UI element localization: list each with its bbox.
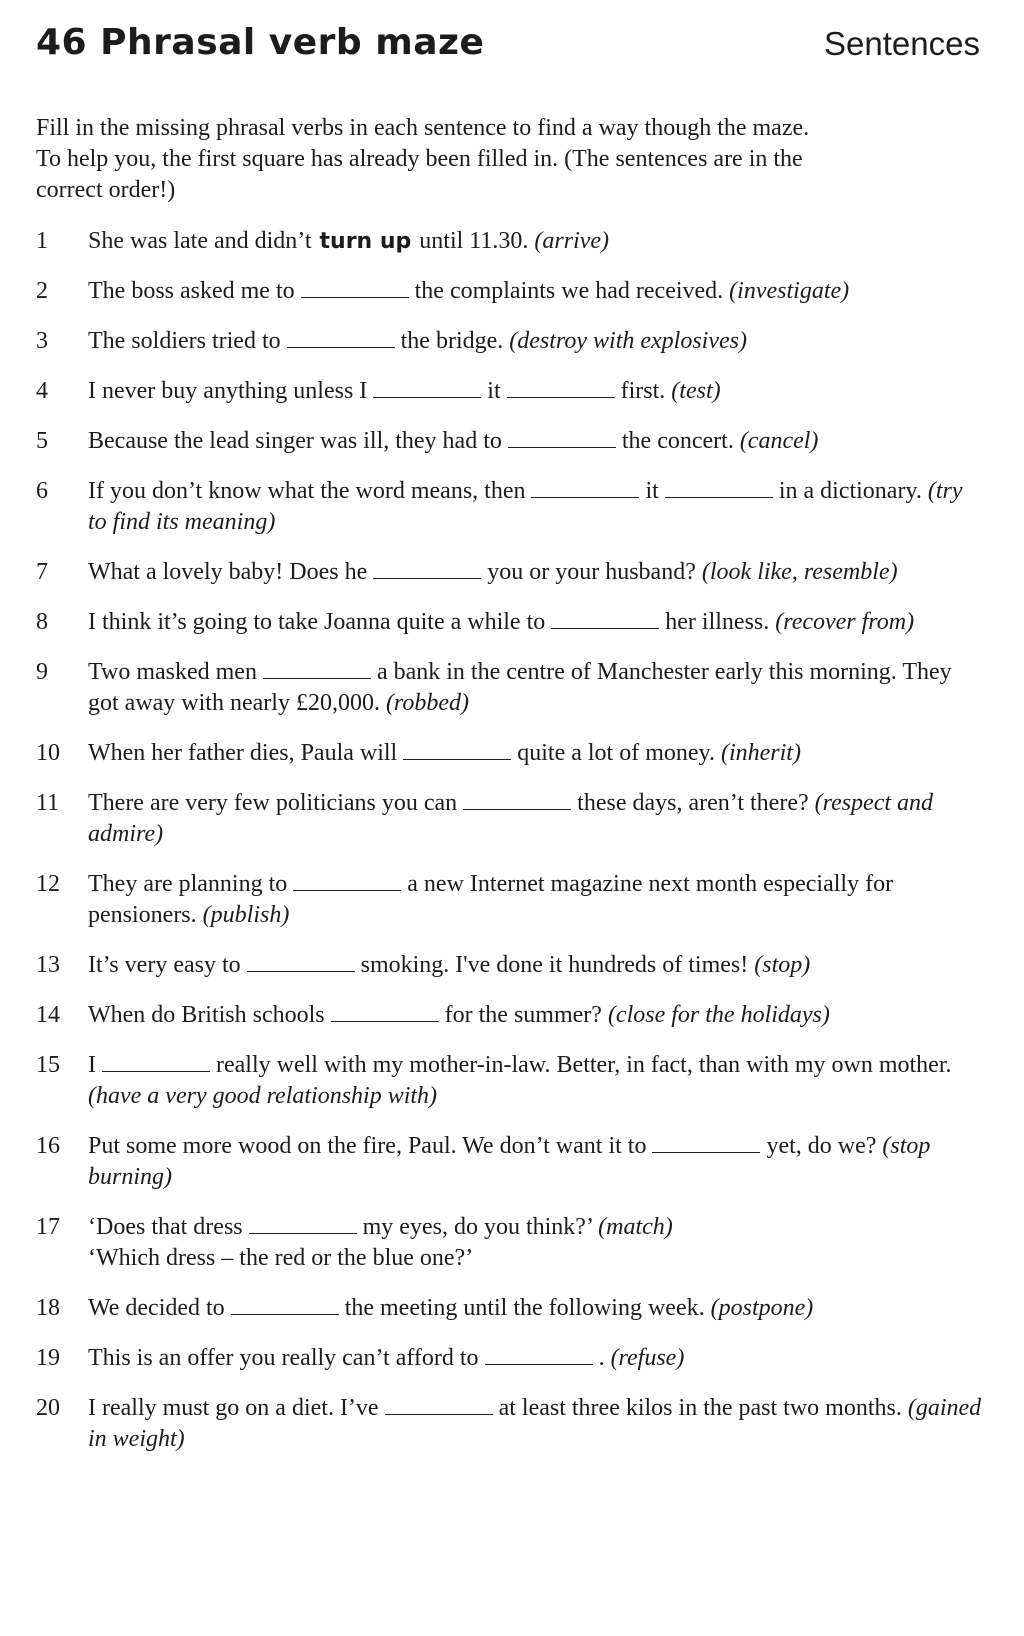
item-number: 8 bbox=[36, 609, 48, 635]
item-number: 15 bbox=[36, 1052, 60, 1078]
exercise-item bbox=[36, 869, 986, 931]
sentence-segment: I think it’s going to take Joanna quite a while to bbox=[88, 609, 546, 635]
item-hint: (stop burning) bbox=[88, 1133, 931, 1190]
sentence-segment: her illness. bbox=[665, 609, 770, 635]
exercise-item bbox=[36, 557, 986, 588]
item-text bbox=[88, 328, 747, 354]
exercise-item bbox=[36, 607, 986, 638]
item-number: 11 bbox=[36, 790, 60, 816]
item-number: 17 bbox=[36, 1214, 60, 1240]
instruction-line: correct order!) bbox=[36, 177, 176, 203]
answer-blank[interactable] bbox=[249, 1213, 357, 1234]
item-text bbox=[88, 1395, 981, 1452]
exercise-item bbox=[36, 326, 986, 357]
item-number: 12 bbox=[36, 871, 60, 897]
exercise-item bbox=[36, 426, 986, 457]
sentence-segment: for the summer? bbox=[444, 1002, 602, 1028]
item-number: 7 bbox=[36, 559, 48, 585]
item-text bbox=[88, 1002, 830, 1028]
sentence-segment: my eyes, do you think?’ bbox=[362, 1214, 593, 1240]
item-number: 16 bbox=[36, 1133, 60, 1159]
item-hint: (match) bbox=[598, 1214, 673, 1240]
item-hint: (arrive) bbox=[534, 228, 610, 254]
item-hint: (close for the holidays) bbox=[607, 1002, 830, 1028]
item-hint: (recover from) bbox=[775, 609, 915, 635]
item-hint: (try to find its meaning) bbox=[88, 478, 963, 535]
item-text bbox=[88, 609, 914, 635]
sentence-segment: The boss asked me to bbox=[88, 278, 295, 304]
item-number: 14 bbox=[36, 1002, 60, 1028]
item-number: 1 bbox=[36, 228, 48, 254]
sentence-segment: What a lovely baby! Does he bbox=[88, 559, 368, 585]
answer-blank[interactable] bbox=[531, 477, 639, 498]
exercise-list bbox=[36, 226, 986, 1474]
sentence-segment: until 11.30. bbox=[419, 228, 529, 254]
page-title: 46 Phrasal verb maze bbox=[36, 22, 485, 63]
item-hint: (destroy with explosives) bbox=[509, 328, 747, 354]
answer-blank[interactable] bbox=[463, 789, 571, 810]
exercise-item bbox=[36, 1050, 986, 1112]
answer-blank[interactable] bbox=[373, 377, 481, 398]
sentence-segment: it bbox=[645, 478, 659, 504]
answer-blank[interactable] bbox=[652, 1132, 760, 1153]
item-text bbox=[88, 559, 898, 585]
answer-blank[interactable] bbox=[301, 277, 409, 298]
item-number: 19 bbox=[36, 1345, 60, 1371]
exercise-item bbox=[36, 1212, 986, 1274]
item-text bbox=[88, 228, 609, 254]
sentence-segment: Because the lead singer was ill, they had to bbox=[88, 428, 502, 454]
instruction-line: To help you, the first square has already been filled in. (The sentences are in the bbox=[36, 146, 803, 172]
answer-blank[interactable] bbox=[247, 951, 355, 972]
sentence-segment: a new Internet magazine next month especially for pensioners. bbox=[88, 871, 894, 928]
exercise-item bbox=[36, 1131, 986, 1193]
sentence-segment: you or your husband? bbox=[487, 559, 696, 585]
sentence-segment: in a dictionary. bbox=[778, 478, 922, 504]
exercise-item bbox=[36, 1000, 986, 1031]
answer-blank[interactable] bbox=[287, 327, 395, 348]
answer-blank[interactable] bbox=[293, 870, 401, 891]
sentence-segment: Two masked men bbox=[88, 659, 257, 685]
sentence-segment: We decided to bbox=[88, 1295, 225, 1321]
item-text bbox=[88, 1295, 813, 1321]
item-number: 3 bbox=[36, 328, 48, 354]
item-hint: (cancel) bbox=[739, 428, 819, 454]
item-hint: (stop) bbox=[754, 952, 811, 978]
instructions bbox=[36, 113, 986, 206]
page-header bbox=[36, 22, 980, 74]
sentence-segment: the concert. bbox=[621, 428, 734, 454]
item-hint: (inherit) bbox=[720, 740, 801, 766]
exercise-item bbox=[36, 657, 986, 719]
item-number: 20 bbox=[36, 1395, 60, 1421]
sentence-segment: I really must go on a diet. I’ve bbox=[88, 1395, 379, 1421]
item-text bbox=[88, 1214, 673, 1271]
sentence-segment: There are very few politicians you can bbox=[88, 790, 458, 816]
answer-blank[interactable] bbox=[102, 1051, 210, 1072]
item-number: 6 bbox=[36, 478, 48, 504]
answer-blank[interactable] bbox=[551, 608, 659, 629]
answer-blank[interactable] bbox=[373, 558, 481, 579]
sentence-segment: She was late and didn’t bbox=[88, 228, 312, 254]
item-text bbox=[88, 740, 801, 766]
item-text bbox=[88, 952, 810, 978]
exercise-item bbox=[36, 1343, 986, 1374]
exercise-item bbox=[36, 476, 986, 538]
sentence-segment: I bbox=[88, 1052, 96, 1078]
exercise-item bbox=[36, 226, 986, 257]
item-hint: (publish) bbox=[202, 902, 290, 928]
sentence-segment: If you don’t know what the word means, then bbox=[88, 478, 526, 504]
item-text bbox=[88, 659, 952, 716]
sentence-segment: When do British schools bbox=[88, 1002, 325, 1028]
item-number: 2 bbox=[36, 278, 48, 304]
exercise-item bbox=[36, 1393, 986, 1455]
instruction-line: Fill in the missing phrasal verbs in each sentence to find a way though the maze. bbox=[36, 115, 810, 141]
item-text bbox=[88, 790, 933, 847]
item-number: 9 bbox=[36, 659, 48, 685]
sentence-segment: first. bbox=[620, 378, 666, 404]
item-text bbox=[88, 871, 893, 928]
item-text bbox=[88, 1052, 952, 1109]
item-text bbox=[88, 278, 849, 304]
sentence-segment: This is an offer you really can’t afford to bbox=[88, 1345, 479, 1371]
item-number: 4 bbox=[36, 378, 48, 404]
answer-blank[interactable] bbox=[403, 739, 511, 760]
item-hint: (gained in weight) bbox=[88, 1395, 982, 1452]
answer-blank[interactable] bbox=[665, 477, 773, 498]
sentence-segment: it bbox=[487, 378, 501, 404]
sentence-segment: When her father dies, Paula will bbox=[88, 740, 398, 766]
item-hint: (postpone) bbox=[710, 1295, 814, 1321]
item-hint: (look like, resemble) bbox=[701, 559, 898, 585]
item-number: 5 bbox=[36, 428, 48, 454]
answer-blank[interactable] bbox=[485, 1344, 593, 1365]
exercise-item bbox=[36, 276, 986, 307]
sentence-segment: these days, aren’t there? bbox=[577, 790, 809, 816]
answer-blank[interactable] bbox=[385, 1394, 493, 1415]
answer-blank[interactable] bbox=[263, 658, 371, 679]
item-hint: (have a very good relationship with) bbox=[88, 1083, 438, 1109]
item-hint: (test) bbox=[671, 378, 721, 404]
item-number: 10 bbox=[36, 740, 60, 766]
item-text bbox=[88, 1345, 684, 1371]
exercise-item bbox=[36, 788, 986, 850]
item-number: 18 bbox=[36, 1295, 60, 1321]
sentence-segment: Put some more wood on the fire, Paul. We don’t want it to bbox=[88, 1133, 647, 1159]
sentence-segment: the complaints we had received. bbox=[414, 278, 724, 304]
sentence-segment: really well with my mother-in-law. Better, in fact, than with my own mother. bbox=[216, 1052, 952, 1078]
sentence-segment: the bridge. bbox=[400, 328, 504, 354]
item-hint: (respect and admire) bbox=[88, 790, 934, 847]
sentence-segment: . bbox=[598, 1345, 605, 1371]
item-text bbox=[88, 478, 963, 535]
exercise-item bbox=[36, 376, 986, 407]
item-followup: ‘Which dress – the red or the blue one?’ bbox=[88, 1245, 474, 1271]
sentence-segment: a bank in the centre of Manchester early this morning. They got away with nearly £20,000. bbox=[88, 659, 952, 716]
item-hint: (refuse) bbox=[610, 1345, 685, 1371]
answer-blank[interactable] bbox=[331, 1001, 439, 1022]
sentence-segment: It’s very easy to bbox=[88, 952, 241, 978]
item-text bbox=[88, 1133, 930, 1190]
exercise-item bbox=[36, 1293, 986, 1324]
item-text bbox=[88, 428, 818, 454]
example-answer: turn up bbox=[319, 229, 412, 254]
item-hint: (robbed) bbox=[385, 690, 470, 716]
answer-blank[interactable] bbox=[507, 377, 615, 398]
sentence-segment: They are planning to bbox=[88, 871, 288, 897]
exercise-item bbox=[36, 738, 986, 769]
sentence-segment: at least three kilos in the past two months. bbox=[498, 1395, 902, 1421]
answer-blank[interactable] bbox=[508, 427, 616, 448]
item-hint: (investigate) bbox=[729, 278, 850, 304]
sentence-segment: smoking. I've done it hundreds of times! bbox=[360, 952, 749, 978]
sentence-segment: ‘Does that dress bbox=[88, 1214, 243, 1240]
sentence-segment: yet, do we? bbox=[766, 1133, 877, 1159]
section-label: Sentences bbox=[824, 25, 980, 62]
item-text bbox=[88, 378, 721, 404]
sentence-segment: The soldiers tried to bbox=[88, 328, 281, 354]
item-number: 13 bbox=[36, 952, 60, 978]
sentence-segment: the meeting until the following week. bbox=[344, 1295, 705, 1321]
exercise-item bbox=[36, 950, 986, 981]
answer-blank[interactable] bbox=[231, 1294, 339, 1315]
sentence-segment: I never buy anything unless I bbox=[88, 378, 368, 404]
sentence-segment: quite a lot of money. bbox=[517, 740, 715, 766]
